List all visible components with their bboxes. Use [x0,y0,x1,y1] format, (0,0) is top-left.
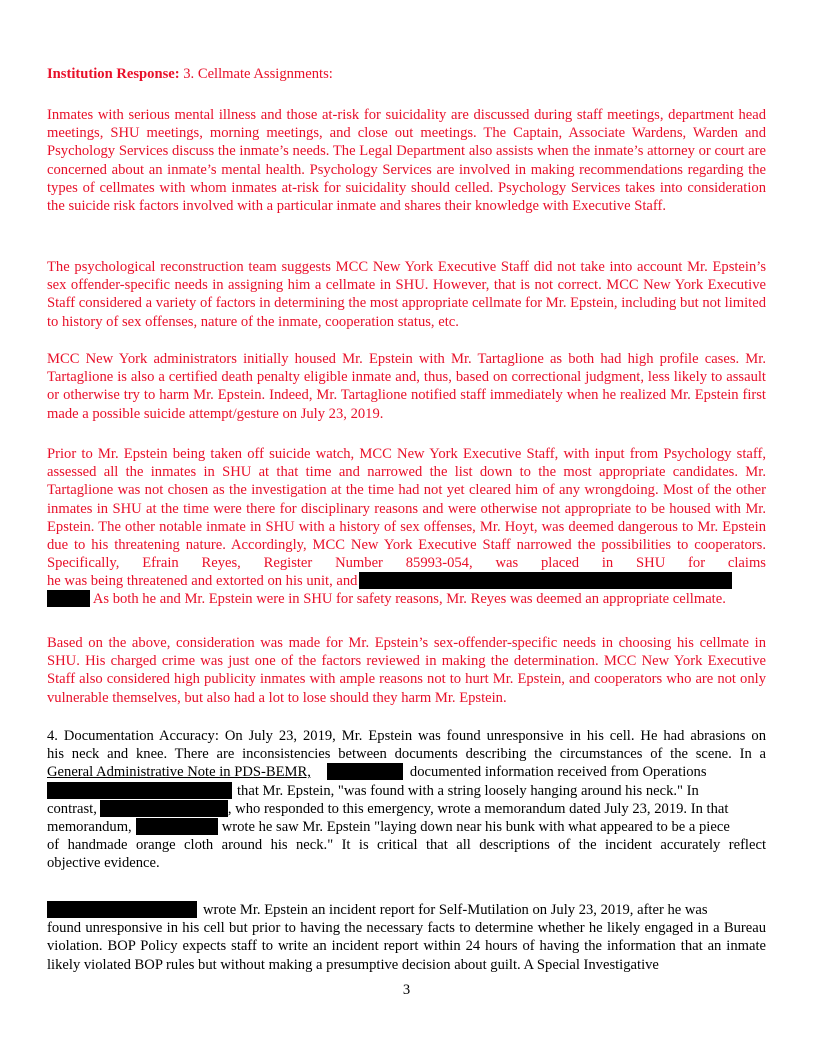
redaction-box [47,901,197,918]
doc-line-4-text: that Mr. Epstein, "was found with a string loosely hanging around his neck." In [237,782,699,799]
doc-line-3b: documented information received from Operations [409,764,707,781]
paragraph-suicide-watch-line-b [47,590,766,608]
line-a-text: he was being threatened and extorted on his unit, and [47,573,358,590]
doc-line-5 [47,800,766,818]
redaction-box [327,763,403,780]
line-b-text: As both he and Mr. Epstein were in SHU for safety reasons, Mr. Reyes was deemed an appropriate cellmate. [90,591,726,608]
section-heading [47,65,333,83]
doc-line-5b: , who responded to this emergency, wrote a memorandum dated July 23, 2019. In that [227,800,729,817]
paragraph-tartaglione: MCC New York administrators initially housed Mr. Epstein with Mr. Tartaglione as both had high profile cases. Mr. Tartaglione is also a certified death penalty eligible inmate and, thus, based on correctional judgment, less likely to assault or otherwise try to harm Mr. Epstein. Indeed, Mr. Tartaglione notified staff immediately when he realized Mr. Epstein first made a possible suicide attempt/gesture on July 23, 2019. [47,351,766,422]
redaction-box [100,800,228,817]
doc-line-6 [47,818,766,836]
doc-line-3 [47,763,766,781]
paragraph-incident-report [47,901,766,974]
paragraph-suicide-watch-line-a [47,572,766,590]
paragraph-consideration: Based on the above, consideration was made for Mr. Epstein’s sex-offender-specific needs in choosing his cellmate in SHU. His charged crime was just one of the factors reviewed in making the determination. MCC New York Executive Staff also considered high publicity inmates with ample reasons not to hurt Mr. Epstein, and cooperators who are not only vulnerable themselves, but also had a lot to lose should they harm Mr. Epstein. [47,635,766,706]
paragraph-staff-meetings: Inmates with serious mental illness and those at-risk for suicidality are discussed during staff meetings, department head meetings, SHU meetings, morning meetings, and close out meetings. The Captain, Associate Wardens, Warden and Psychology Services discuss the inmate’s needs. The Legal Department also assists when the inmate’s attorney or court are concerned about an inmate’s mental health. Psychology Services are involved in making recommendations regarding the types of cellmates with whom inmates at-risk for suicidality should celled. Psychology Services takes into consideration the suicide risk factors involved with a particular inmate and shares their knowledge with Executive Staff. [47,107,766,215]
heading-bold: Institution Response: [47,66,180,82]
doc-line-1: 4. Documentation Accuracy: On July 23, 2019, Mr. Epstein was found unresponsive in his cell. He had abrasions on [47,728,766,744]
doc-line-6a: memorandum, [47,819,132,836]
incident-line-1 [47,901,766,919]
paragraph-suicide-watch [47,445,766,609]
incident-rest: found unresponsive in his cell but prior to having the necessary facts to determine whether he likely engaged in a Bureau violation. BOP Policy expects staff to write an incident report within 24 hours of having the information that an inmate likely violated BOP rules but without making a presumptive decision about guilt. A Special Investigative [47,920,766,973]
doc-line-3a: General Administrative Note in PDS-BEMR, [47,764,311,781]
doc-line-2: his neck and knee. There are inconsistencies between documents describing the circumstances of the scene. In a [47,746,766,763]
paragraph-documentation-accuracy [47,727,766,873]
doc-line-7: of handmade orange cloth around his neck." It is critical that all descriptions of the incident accurately reflect [47,837,766,854]
page-number: 3 [402,982,411,998]
incident-line-1-text: wrote Mr. Epstein an incident report for Self-Mutilation on July 23, 2019, after he was [203,902,708,918]
doc-line-6b: wrote he saw Mr. Epstein "laying down near his bunk with what appeared to be a piece [221,819,730,836]
doc-line-4 [47,782,766,800]
redaction-box [359,572,732,589]
doc-line-8: objective evidence. [47,855,160,872]
redaction-box [47,782,232,799]
heading-rest: 3. Cellmate Assignments: [179,66,333,82]
redaction-box [136,818,218,835]
paragraph-suicide-watch-main: Prior to Mr. Epstein being taken off suicide watch, MCC New York Executive Staff, with input from Psychology staff, assessed all the inmates in SHU at that time and narrowed the list down to the most appropriate candidates. Mr. Tartaglione was not chosen as the investigation at the time had not yet cleared him of any wrongdoing. Most of the other inmates in SHU at the time were there for disciplinary reasons and were otherwise not appropriate to be housed with Mr. Epstein. The other notable inmate in SHU with a history of sex offenses, Mr. Hoyt, was deemed dangerous to Mr. Epstein due to his threatening nature. Accordingly, MCC New York Executive Staff narrowed the possibilities to cooperators. Specifically, Efrain Reyes, Register Number 85993-054, was placed in SHU for claims [47,446,766,572]
doc-line-5a: contrast, [47,800,97,817]
paragraph-reconstruction-team: The psychological reconstruction team suggests MCC New York Executive Staff did not take into account Mr. Epstein’s sex offender-specific needs in assigning him a cellmate in SHU. However, that is not correct. MCC New York Executive Staff considered a variety of factors in determining the most appropriate cellmate for Mr. Epstein, including but not limited to history of sex offenses, nature of the inmate, cooperation status, etc. [47,259,766,330]
redaction-box [47,590,90,607]
